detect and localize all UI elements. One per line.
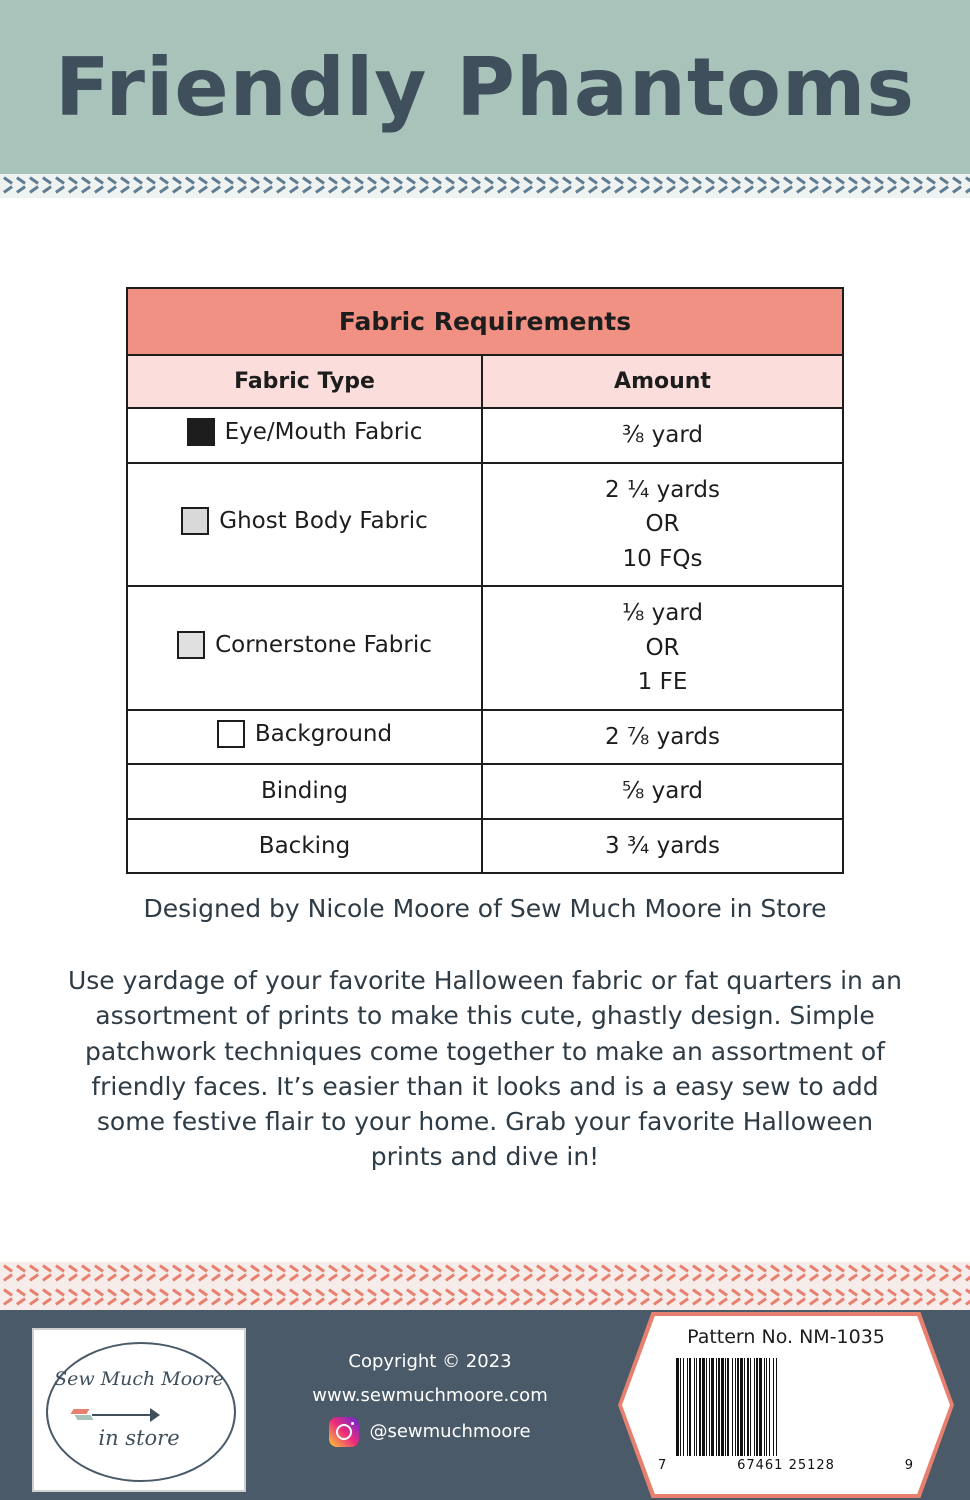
chevron-mark [94,174,107,198]
chevron-mark [263,174,276,198]
chevron-mark [757,174,770,198]
chevron-mark [42,174,55,198]
fabric-swatch-icon [177,631,205,659]
chevron-mark [770,174,783,198]
chevron-mark [432,1262,445,1286]
chevron-mark [926,1262,939,1286]
chevron-mark [172,174,185,198]
chevron-mark [822,174,835,198]
fabric-type-label: Cornerstone Fabric [215,631,432,658]
chevron-mark [367,174,380,198]
chevron-mark [328,174,341,198]
logo-line-1: Sew Much Moore [54,1368,224,1390]
chevron-mark [874,1286,887,1310]
chevron-mark [913,1286,926,1310]
chevron-mark [666,1286,679,1310]
chevron-mark [588,1262,601,1286]
chevron-mark [471,1286,484,1310]
chevron-mark [198,1262,211,1286]
chevron-mark [601,1262,614,1286]
chevron-mark [614,1286,627,1310]
chevron-mark [16,1286,29,1310]
amount-line: OR [645,634,680,661]
column-header-fabric-type: Fabric Type [127,355,482,408]
page-title: Friendly Phantoms [54,40,915,134]
chevron-mark [328,1262,341,1286]
chevron-mark [926,1286,939,1310]
chevron-mark [211,174,224,198]
chevron-mark [146,1262,159,1286]
chevron-mark [536,1262,549,1286]
amount-line: 1 FE [637,669,688,695]
chevron-mark [146,1286,159,1310]
chevron-mark [796,1262,809,1286]
chevron-mark [718,174,731,198]
chevron-mark [640,1286,653,1310]
chevron-mark [692,1262,705,1286]
chevron-mark [432,174,445,198]
table-row [127,463,843,587]
chevron-mark [341,1262,354,1286]
chevron-mark [861,1286,874,1310]
chevron-mark [913,1262,926,1286]
arrow-icon [72,1408,158,1422]
chevron-mark [731,1262,744,1286]
instagram-handle[interactable]: @sewmuchmoore [369,1421,531,1443]
chevron-mark [159,174,172,198]
chevron-mark [315,1262,328,1286]
chevron-mark [614,1262,627,1286]
chevron-mark [484,1286,497,1310]
chevron-mark [926,174,939,198]
amount-line: ⅜ yard [622,422,703,448]
pattern-description: Use yardage of your favorite Halloween fabric or fat quarters in an assortment of prints to make this cute, ghastly design. Simple patchwork techniques come together to make an assortment of friendly faces. It’s easier than it looks and is a easy sew to add some festive flair to your home. Grab your favorite Halloween prints and dive in! [67,966,902,1172]
chevron-mark [289,174,302,198]
fabric-type-label: Background [254,720,393,747]
chevron-mark [536,1286,549,1310]
chevron-mark [328,1286,341,1310]
logo-line-2: in store [98,1426,180,1450]
chevron-mark [55,1262,68,1286]
table-title: Fabric Requirements [127,288,843,355]
barcode-panel [618,1312,954,1498]
fabric-type-label: Backing [258,832,351,859]
chevron-mark [887,1286,900,1310]
chevron-mark [68,1262,81,1286]
chevron-mark [198,1286,211,1310]
cell-amount [482,764,843,819]
chevron-mark [848,1262,861,1286]
chevron-mark [822,1262,835,1286]
copyright-text: Copyright © 2023 [348,1351,512,1372]
chevron-mark [965,1262,970,1286]
brand-logo [32,1328,246,1492]
cell-amount [482,463,843,587]
chevron-mark [29,1286,42,1310]
chevron-mark [679,174,692,198]
chevron-mark [302,1262,315,1286]
chevron-mark [289,1286,302,1310]
chevron-mark [68,1286,81,1310]
table-row [127,710,843,765]
chevron-mark [757,1286,770,1310]
chevron-mark [575,1262,588,1286]
chevron-mark [497,174,510,198]
chevron-mark [679,1286,692,1310]
cell-fabric-type [127,819,482,874]
chevron-mark [783,1286,796,1310]
chevron-mark [458,1262,471,1286]
chevron-mark [276,174,289,198]
chevron-mark [900,174,913,198]
chevron-mark [718,1286,731,1310]
chevron-mark [276,1262,289,1286]
chevron-mark [55,174,68,198]
chevron-mark [874,174,887,198]
chevron-mark [393,1262,406,1286]
cell-amount [482,819,843,874]
chevron-mark [705,174,718,198]
chevron-mark [159,1286,172,1310]
chevron-mark [393,1286,406,1310]
chevron-mark [796,174,809,198]
instagram-icon [329,1417,359,1447]
chevron-mark [16,174,29,198]
chevron-mark [29,174,42,198]
chevron-mark [432,1286,445,1310]
chevron-mark [107,174,120,198]
chevron-mark [614,174,627,198]
cell-fabric-type [127,586,482,710]
chevron-mark [458,174,471,198]
chevron-mark [549,174,562,198]
amount-line: ⅝ yard [622,778,703,804]
chevron-mark [731,174,744,198]
chevron-mark [848,1286,861,1310]
cell-fabric-type [127,408,482,463]
chevron-mark [809,1286,822,1310]
chevron-mark [835,174,848,198]
chevron-mark [289,1262,302,1286]
barcode-digit-left: 7 [658,1458,668,1473]
chevron-mark [887,1262,900,1286]
chevron-mark [354,174,367,198]
chevron-mark [744,1286,757,1310]
chevron-mark [796,1286,809,1310]
chevron-mark [237,1262,250,1286]
chevron-mark [3,1262,16,1286]
chevron-mark [94,1262,107,1286]
amount-line: ⅛ yard [622,600,703,626]
chevron-mark [965,1286,970,1310]
chevron-mark [653,174,666,198]
chevron-mark [81,1286,94,1310]
chevron-mark [107,1286,120,1310]
chevron-mark [406,1262,419,1286]
chevron-mark [406,174,419,198]
chevron-mark [42,1262,55,1286]
instagram-row[interactable] [280,1415,580,1449]
chevron-mark [120,174,133,198]
chevron-mark [939,174,952,198]
chevron-divider-top [0,174,970,198]
barcode-digits [658,1458,914,1473]
chevron-mark [497,1262,510,1286]
chevron-mark [354,1262,367,1286]
chevron-mark [211,1286,224,1310]
chevron-mark [250,174,263,198]
chevron-mark [497,1286,510,1310]
chevron-mark [211,1262,224,1286]
chevron-mark [939,1286,952,1310]
column-header-amount: Amount [482,355,843,408]
fabric-type-label: Binding [261,778,348,805]
cell-amount [482,408,843,463]
chevron-mark [380,1286,393,1310]
chevron-mark [913,174,926,198]
chevron-mark [419,1286,432,1310]
chevron-mark [16,1262,29,1286]
amount-line: OR [645,511,680,537]
chevron-mark [237,1286,250,1310]
fabric-swatch-icon [217,720,245,748]
chevron-mark [510,174,523,198]
chevron-mark [276,1286,289,1310]
fabric-type-label: Ghost Body Fabric [219,508,428,535]
barcode-space [777,1358,778,1456]
barcode-digit-right: 9 [904,1458,914,1473]
chevron-mark [549,1286,562,1310]
table-row [127,764,843,819]
chevron-mark [224,174,237,198]
chevron-mark [146,174,159,198]
chevron-mark [523,1262,536,1286]
chevron-mark [484,174,497,198]
chevron-mark [120,1286,133,1310]
barcode-image [676,1358,898,1456]
table-row [127,819,843,874]
chevron-mark [315,1286,328,1310]
chevron-mark [887,174,900,198]
chevron-mark [536,174,549,198]
chevron-mark [224,1262,237,1286]
amount-line: 10 FQs [622,545,703,572]
chevron-mark [172,1286,185,1310]
chevron-mark [341,1286,354,1310]
amount-line: 2 ¼ yards [605,476,720,503]
chevron-mark [562,174,575,198]
chevron-mark [861,174,874,198]
chevron-mark [692,174,705,198]
fabric-swatch-icon [187,418,215,446]
fabric-type-label: Eye/Mouth Fabric [224,419,423,446]
chevron-mark [159,1262,172,1286]
chevron-mark [744,174,757,198]
cell-amount [482,710,843,765]
fabric-requirements-table [126,287,844,874]
pattern-number: Pattern No. NM-1035 [687,1326,885,1348]
chevron-mark [627,1286,640,1310]
chevron-mark [770,1262,783,1286]
chevron-mark [874,1262,887,1286]
table-title-row [127,288,843,355]
chevron-mark [445,1286,458,1310]
chevron-mark [120,1262,133,1286]
chevron-mark [770,1286,783,1310]
chevron-mark [445,174,458,198]
chevron-mark [107,1262,120,1286]
chevron-mark [627,1262,640,1286]
chevron-mark [185,1286,198,1310]
chevron-mark [185,174,198,198]
chevron-mark [224,1286,237,1310]
chevron-mark [133,1262,146,1286]
chevron-mark [718,1262,731,1286]
chevron-mark [952,174,965,198]
chevron-mark [679,1262,692,1286]
chevron-mark [939,1262,952,1286]
chevron-mark [471,1262,484,1286]
chevron-mark [3,1286,16,1310]
chevron-divider-bottom-2 [0,1286,970,1310]
chevron-mark [549,1262,562,1286]
designer-credit: Designed by Nicole Moore of Sew Much Moore in Store [143,894,827,923]
chevron-mark [523,1286,536,1310]
barcode-digit-mid: 67461 25128 [737,1458,835,1473]
chevron-mark [627,174,640,198]
cell-fabric-type [127,710,482,765]
chevron-mark [133,1286,146,1310]
table-row [127,586,843,710]
chevron-mark [237,174,250,198]
chevron-mark [302,1286,315,1310]
chevron-mark [55,1286,68,1310]
chevron-mark [380,1262,393,1286]
chevron-mark [172,1262,185,1286]
chevron-divider-bottom-1 [0,1262,970,1286]
footer-contact-block [280,1345,580,1450]
chevron-mark [185,1262,198,1286]
chevron-mark [965,174,970,198]
chevron-mark [250,1262,263,1286]
chevron-mark [666,1262,679,1286]
chevron-mark [419,174,432,198]
cell-amount [482,586,843,710]
header-band [0,0,970,174]
chevron-mark [484,1262,497,1286]
chevron-mark [640,174,653,198]
chevron-mark [900,1262,913,1286]
cell-fabric-type [127,764,482,819]
chevron-mark [588,174,601,198]
chevron-mark [692,1286,705,1310]
chevron-mark [302,174,315,198]
chevron-mark [783,1262,796,1286]
chevron-mark [848,174,861,198]
chevron-mark [640,1262,653,1286]
chevron-mark [133,174,146,198]
chevron-mark [341,174,354,198]
chevron-mark [952,1262,965,1286]
table-row [127,408,843,463]
chevron-mark [354,1286,367,1310]
chevron-mark [445,1262,458,1286]
chevron-mark [380,174,393,198]
chevron-mark [406,1286,419,1310]
chevron-mark [263,1286,276,1310]
chevron-mark [510,1262,523,1286]
chevron-mark [315,174,328,198]
chevron-mark [367,1262,380,1286]
chevron-mark [29,1262,42,1286]
chevron-mark [900,1286,913,1310]
chevron-mark [419,1262,432,1286]
chevron-mark [601,1286,614,1310]
chevron-mark [81,1262,94,1286]
chevron-mark [809,1262,822,1286]
chevron-mark [653,1262,666,1286]
chevron-mark [81,174,94,198]
chevron-mark [575,174,588,198]
chevron-mark [809,174,822,198]
chevron-mark [510,1286,523,1310]
chevron-mark [757,1262,770,1286]
fabric-swatch-icon [181,507,209,535]
chevron-mark [42,1286,55,1310]
chevron-mark [575,1286,588,1310]
chevron-mark [523,174,536,198]
chevron-mark [666,174,679,198]
chevron-mark [744,1262,757,1286]
chevron-mark [458,1286,471,1310]
table-header-row [127,355,843,408]
chevron-mark [367,1286,380,1310]
chevron-mark [263,1262,276,1286]
chevron-mark [198,174,211,198]
chevron-mark [562,1262,575,1286]
chevron-mark [94,1286,107,1310]
chevron-mark [588,1286,601,1310]
chevron-mark [835,1262,848,1286]
amount-line: 2 ⅞ yards [605,723,720,750]
chevron-mark [783,174,796,198]
chevron-mark [471,174,484,198]
chevron-mark [393,174,406,198]
amount-line: 3 ¾ yards [605,832,720,859]
chevron-mark [3,174,16,198]
chevron-mark [562,1286,575,1310]
chevron-mark [952,1286,965,1310]
chevron-mark [705,1262,718,1286]
chevron-mark [601,174,614,198]
website-link[interactable]: www.sewmuchmoore.com [312,1385,548,1407]
chevron-mark [822,1286,835,1310]
chevron-mark [705,1286,718,1310]
chevron-mark [653,1286,666,1310]
chevron-mark [861,1262,874,1286]
chevron-mark [68,174,81,198]
chevron-mark [835,1286,848,1310]
chevron-mark [731,1286,744,1310]
cell-fabric-type [127,463,482,587]
chevron-mark [250,1286,263,1310]
